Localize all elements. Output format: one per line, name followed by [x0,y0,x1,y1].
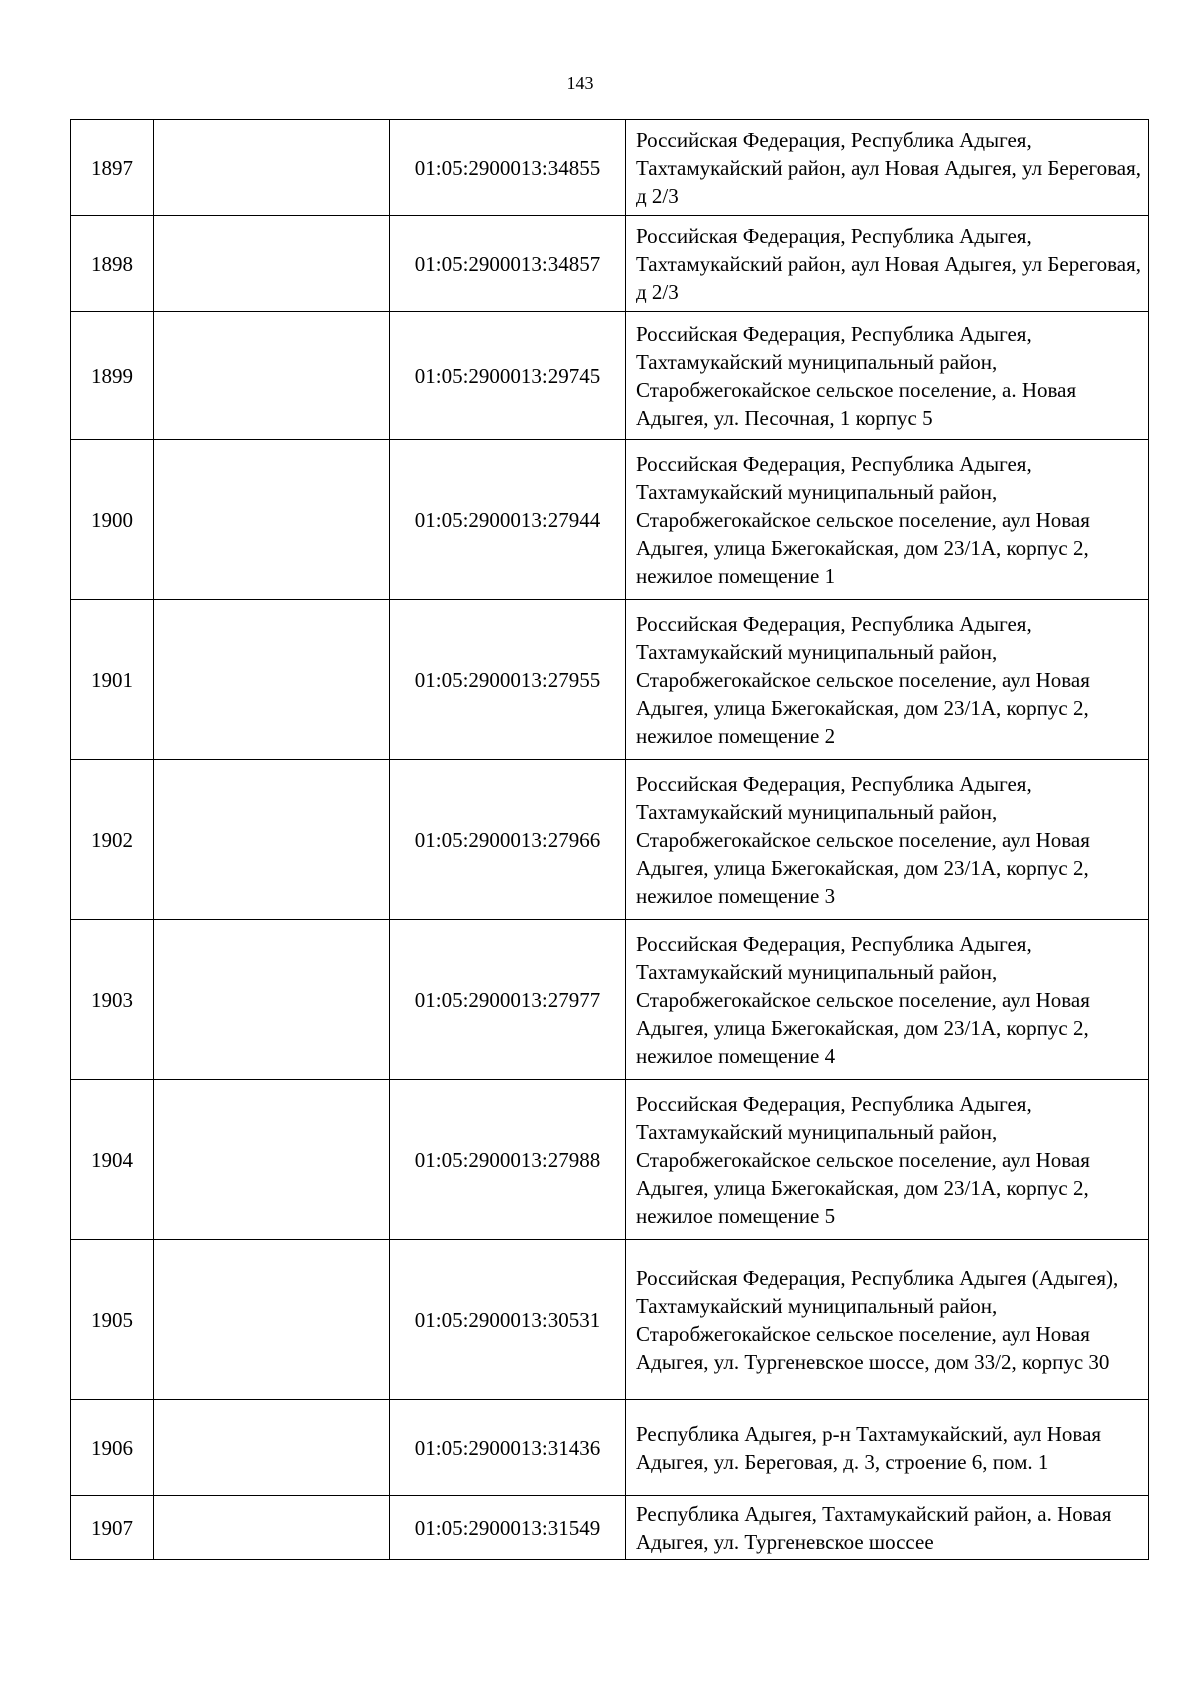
row-number: 1907 [71,1496,154,1560]
address: Российская Федерация, Республика Адыгея, Тахтамукайский муниципальный район, Старобжегокайское сельское поселение, а. Новая Адыгея, ул. Песочная, 1 корпус 5 [626,312,1149,440]
table-row [71,1080,1149,1240]
row-number: 1902 [71,760,154,920]
cadastral-number: 01:05:2900013:27955 [390,600,626,760]
cadastral-number: 01:05:2900013:30531 [390,1240,626,1400]
table-row [71,920,1149,1080]
empty-cell [154,1400,390,1496]
property-registry-table [70,119,1149,1560]
empty-cell [154,312,390,440]
empty-cell [154,440,390,600]
address: Республика Адыгея, Тахтамукайский район, а. Новая Адыгея, ул. Тургеневское шоссее [626,1496,1149,1560]
row-number: 1900 [71,440,154,600]
empty-cell [154,1080,390,1240]
cadastral-number: 01:05:2900013:27944 [390,440,626,600]
cadastral-number: 01:05:2900013:34857 [390,216,626,312]
table-row [71,312,1149,440]
row-number: 1906 [71,1400,154,1496]
cadastral-number: 01:05:2900013:29745 [390,312,626,440]
address: Российская Федерация, Республика Адыгея, Тахтамукайский муниципальный район, Старобжегокайское сельское поселение, аул Новая Адыгея, улица Бжегокайская, дом 23/1А, корпус 2, нежилое помещение 3 [626,760,1149,920]
table-row [71,760,1149,920]
row-number: 1899 [71,312,154,440]
row-number: 1903 [71,920,154,1080]
cadastral-number: 01:05:2900013:27988 [390,1080,626,1240]
empty-cell [154,120,390,216]
row-number: 1901 [71,600,154,760]
table-row [71,216,1149,312]
empty-cell [154,1240,390,1400]
row-number: 1898 [71,216,154,312]
row-number: 1905 [71,1240,154,1400]
cadastral-number: 01:05:2900013:27977 [390,920,626,1080]
address: Российская Федерация, Республика Адыгея, Тахтамукайский район, аул Новая Адыгея, ул Береговая, д 2/3 [626,216,1149,312]
address: Российская Федерация, Республика Адыгея, Тахтамукайский муниципальный район, Старобжегокайское сельское поселение, аул Новая Адыгея, улица Бжегокайская, дом 23/1А, корпус 2, нежилое помещение 5 [626,1080,1149,1240]
table-row [71,600,1149,760]
address: Республика Адыгея, р-н Тахтамукайский, аул Новая Адыгея, ул. Береговая, д. 3, строение 6, пом. 1 [626,1400,1149,1496]
table-row [71,440,1149,600]
address: Российская Федерация, Республика Адыгея, Тахтамукайский муниципальный район, Старобжегокайское сельское поселение, аул Новая Адыгея, улица Бжегокайская, дом 23/1А, корпус 2, нежилое помещение 4 [626,920,1149,1080]
table-row [71,120,1149,216]
row-number: 1897 [71,120,154,216]
row-number: 1904 [71,1080,154,1240]
page-number: 143 [566,73,594,93]
table-row [71,1496,1149,1560]
cadastral-number: 01:05:2900013:34855 [390,120,626,216]
cadastral-number: 01:05:2900013:31549 [390,1496,626,1560]
address: Российская Федерация, Республика Адыгея, Тахтамукайский муниципальный район, Старобжегокайское сельское поселение, аул Новая Адыгея, улица Бжегокайская, дом 23/1А, корпус 2, нежилое помещение 2 [626,600,1149,760]
empty-cell [154,1496,390,1560]
empty-cell [154,760,390,920]
table-row [71,1240,1149,1400]
address: Российская Федерация, Республика Адыгея, Тахтамукайский муниципальный район, Старобжегокайское сельское поселение, аул Новая Адыгея, улица Бжегокайская, дом 23/1А, корпус 2, нежилое помещение 1 [626,440,1149,600]
empty-cell [154,600,390,760]
address: Российская Федерация, Республика Адыгея, Тахтамукайский район, аул Новая Адыгея, ул Береговая, д 2/3 [626,120,1149,216]
table-row [71,1400,1149,1496]
empty-cell [154,216,390,312]
cadastral-number: 01:05:2900013:27966 [390,760,626,920]
empty-cell [154,920,390,1080]
cadastral-number: 01:05:2900013:31436 [390,1400,626,1496]
address: Российская Федерация, Республика Адыгея (Адыгея), Тахтамукайский муниципальный район, Старобжегокайское сельское поселение, аул Новая Адыгея, ул. Тургеневское шоссе, дом 33/2, корпус 30 [626,1240,1149,1400]
